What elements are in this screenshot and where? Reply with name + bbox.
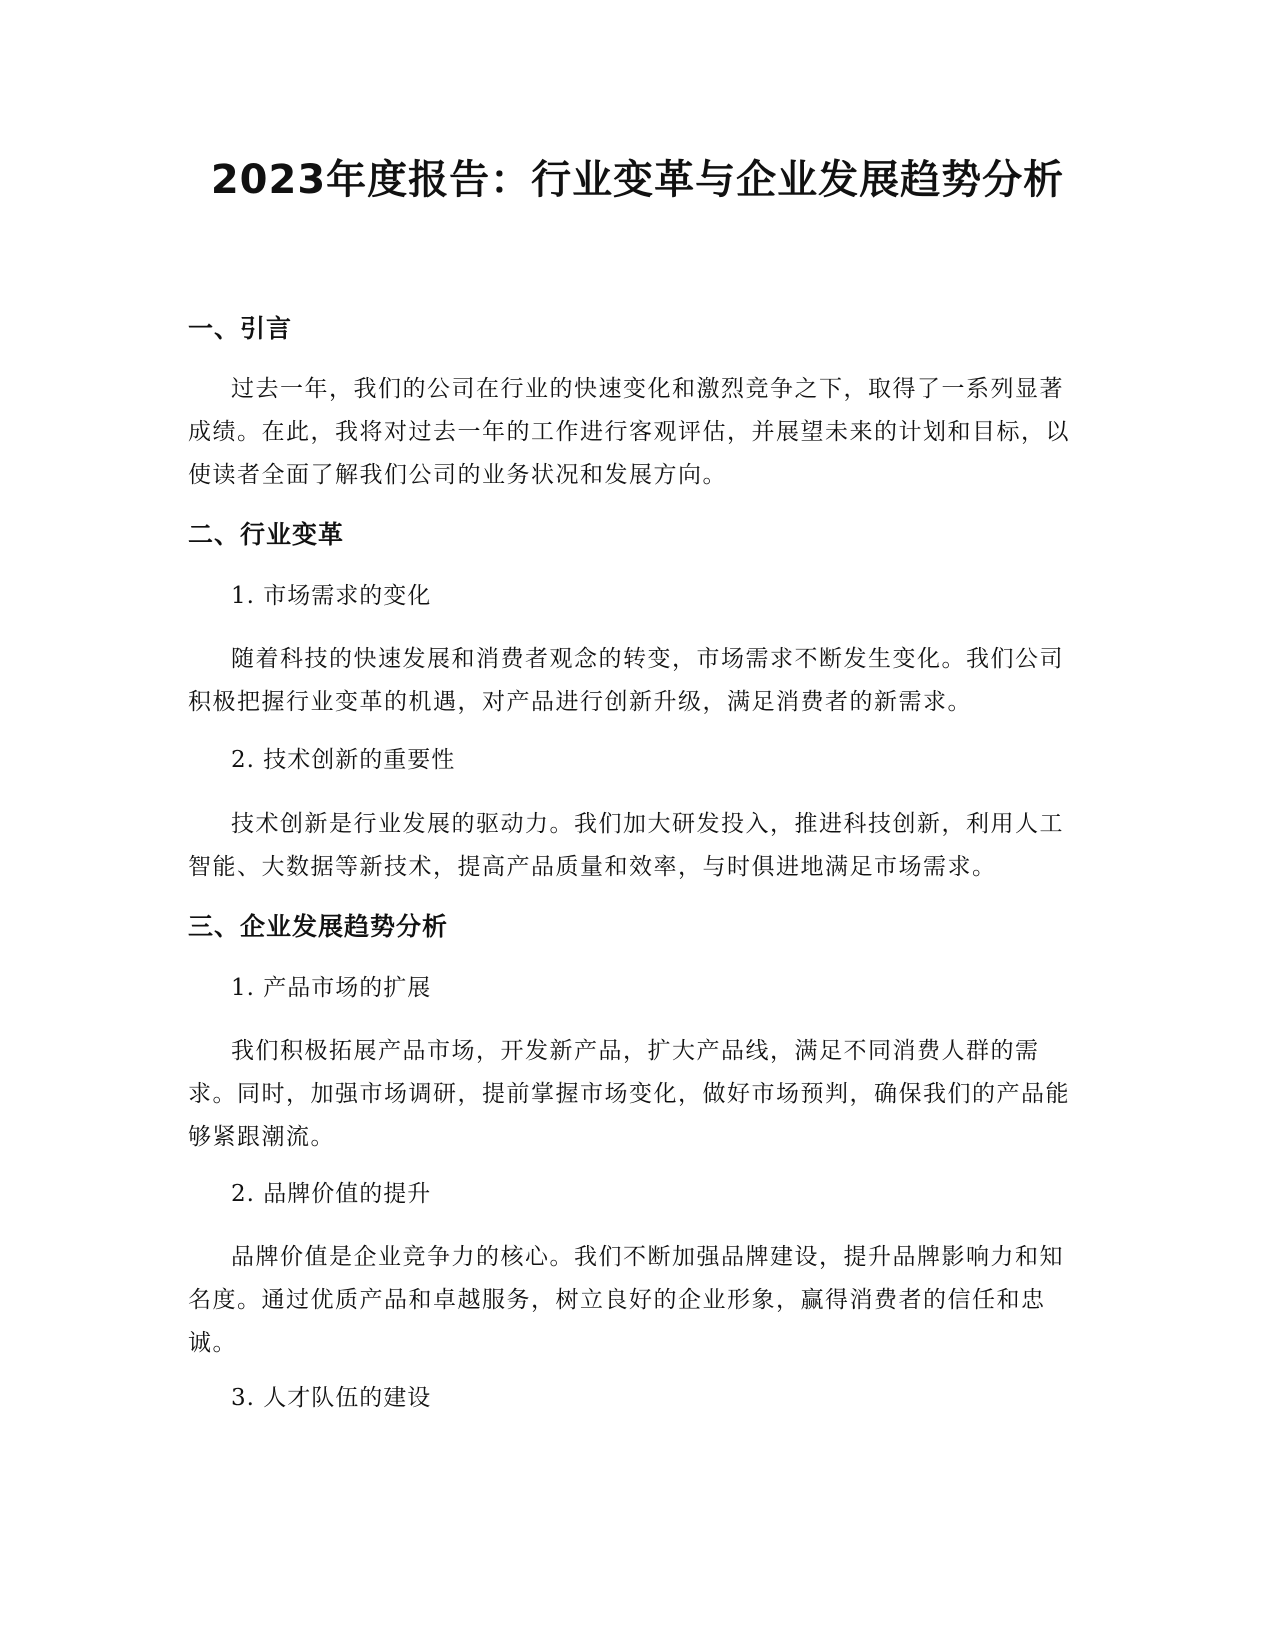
paragraph-introduction: 过去一年，我们的公司在行业的快速变化和激烈竞争之下，取得了一系列显著成绩。在此，我将对过去一年的工作进行客观评估，并展望未来的计划和目标，以使读者全面了解我们公司的业务状况和发展方向。 (188, 376, 1070, 488)
subheading-product-market: 1. 产品市场的扩展 (231, 975, 432, 1001)
subheading-market-demand: 1. 市场需求的变化 (231, 583, 432, 609)
subheading-brand-value: 2. 品牌价值的提升 (231, 1181, 432, 1207)
paragraph-product-market: 我们积极拓展产品市场，开发新产品，扩大产品线，满足不同消费人群的需求。同时，加强市场调研，提前掌握市场变化，做好市场预判，确保我们的产品能够紧跟潮流。 (188, 1038, 1070, 1150)
subheading-tech-innovation: 2. 技术创新的重要性 (231, 747, 456, 773)
subheading-talent-team: 3. 人才队伍的建设 (231, 1385, 432, 1411)
section-heading-industry-change: 二、行业变革 (188, 520, 345, 549)
paragraph-brand-value: 品牌价值是企业竞争力的核心。我们不断加强品牌建设，提升品牌影响力和知名度。通过优质产品和卓越服务，树立良好的企业形象，赢得消费者的信任和忠诚。 (188, 1244, 1064, 1356)
paragraph-market-demand: 随着科技的快速发展和消费者观念的转变，市场需求不断发生变化。我们公司积极把握行业变革的机遇，对产品进行创新升级，满足消费者的新需求。 (188, 646, 1064, 715)
paragraph-tech-innovation: 技术创新是行业发展的驱动力。我们加大研发投入，推进科技创新，利用人工智能、大数据等新技术，提高产品质量和效率，与时俱进地满足市场需求。 (188, 811, 1064, 880)
section-heading-development-trends: 三、企业发展趋势分析 (188, 912, 449, 941)
document-title: 2023年度报告：行业变革与企业发展趋势分析 (210, 157, 1065, 203)
section-heading-introduction: 一、引言 (188, 314, 293, 343)
